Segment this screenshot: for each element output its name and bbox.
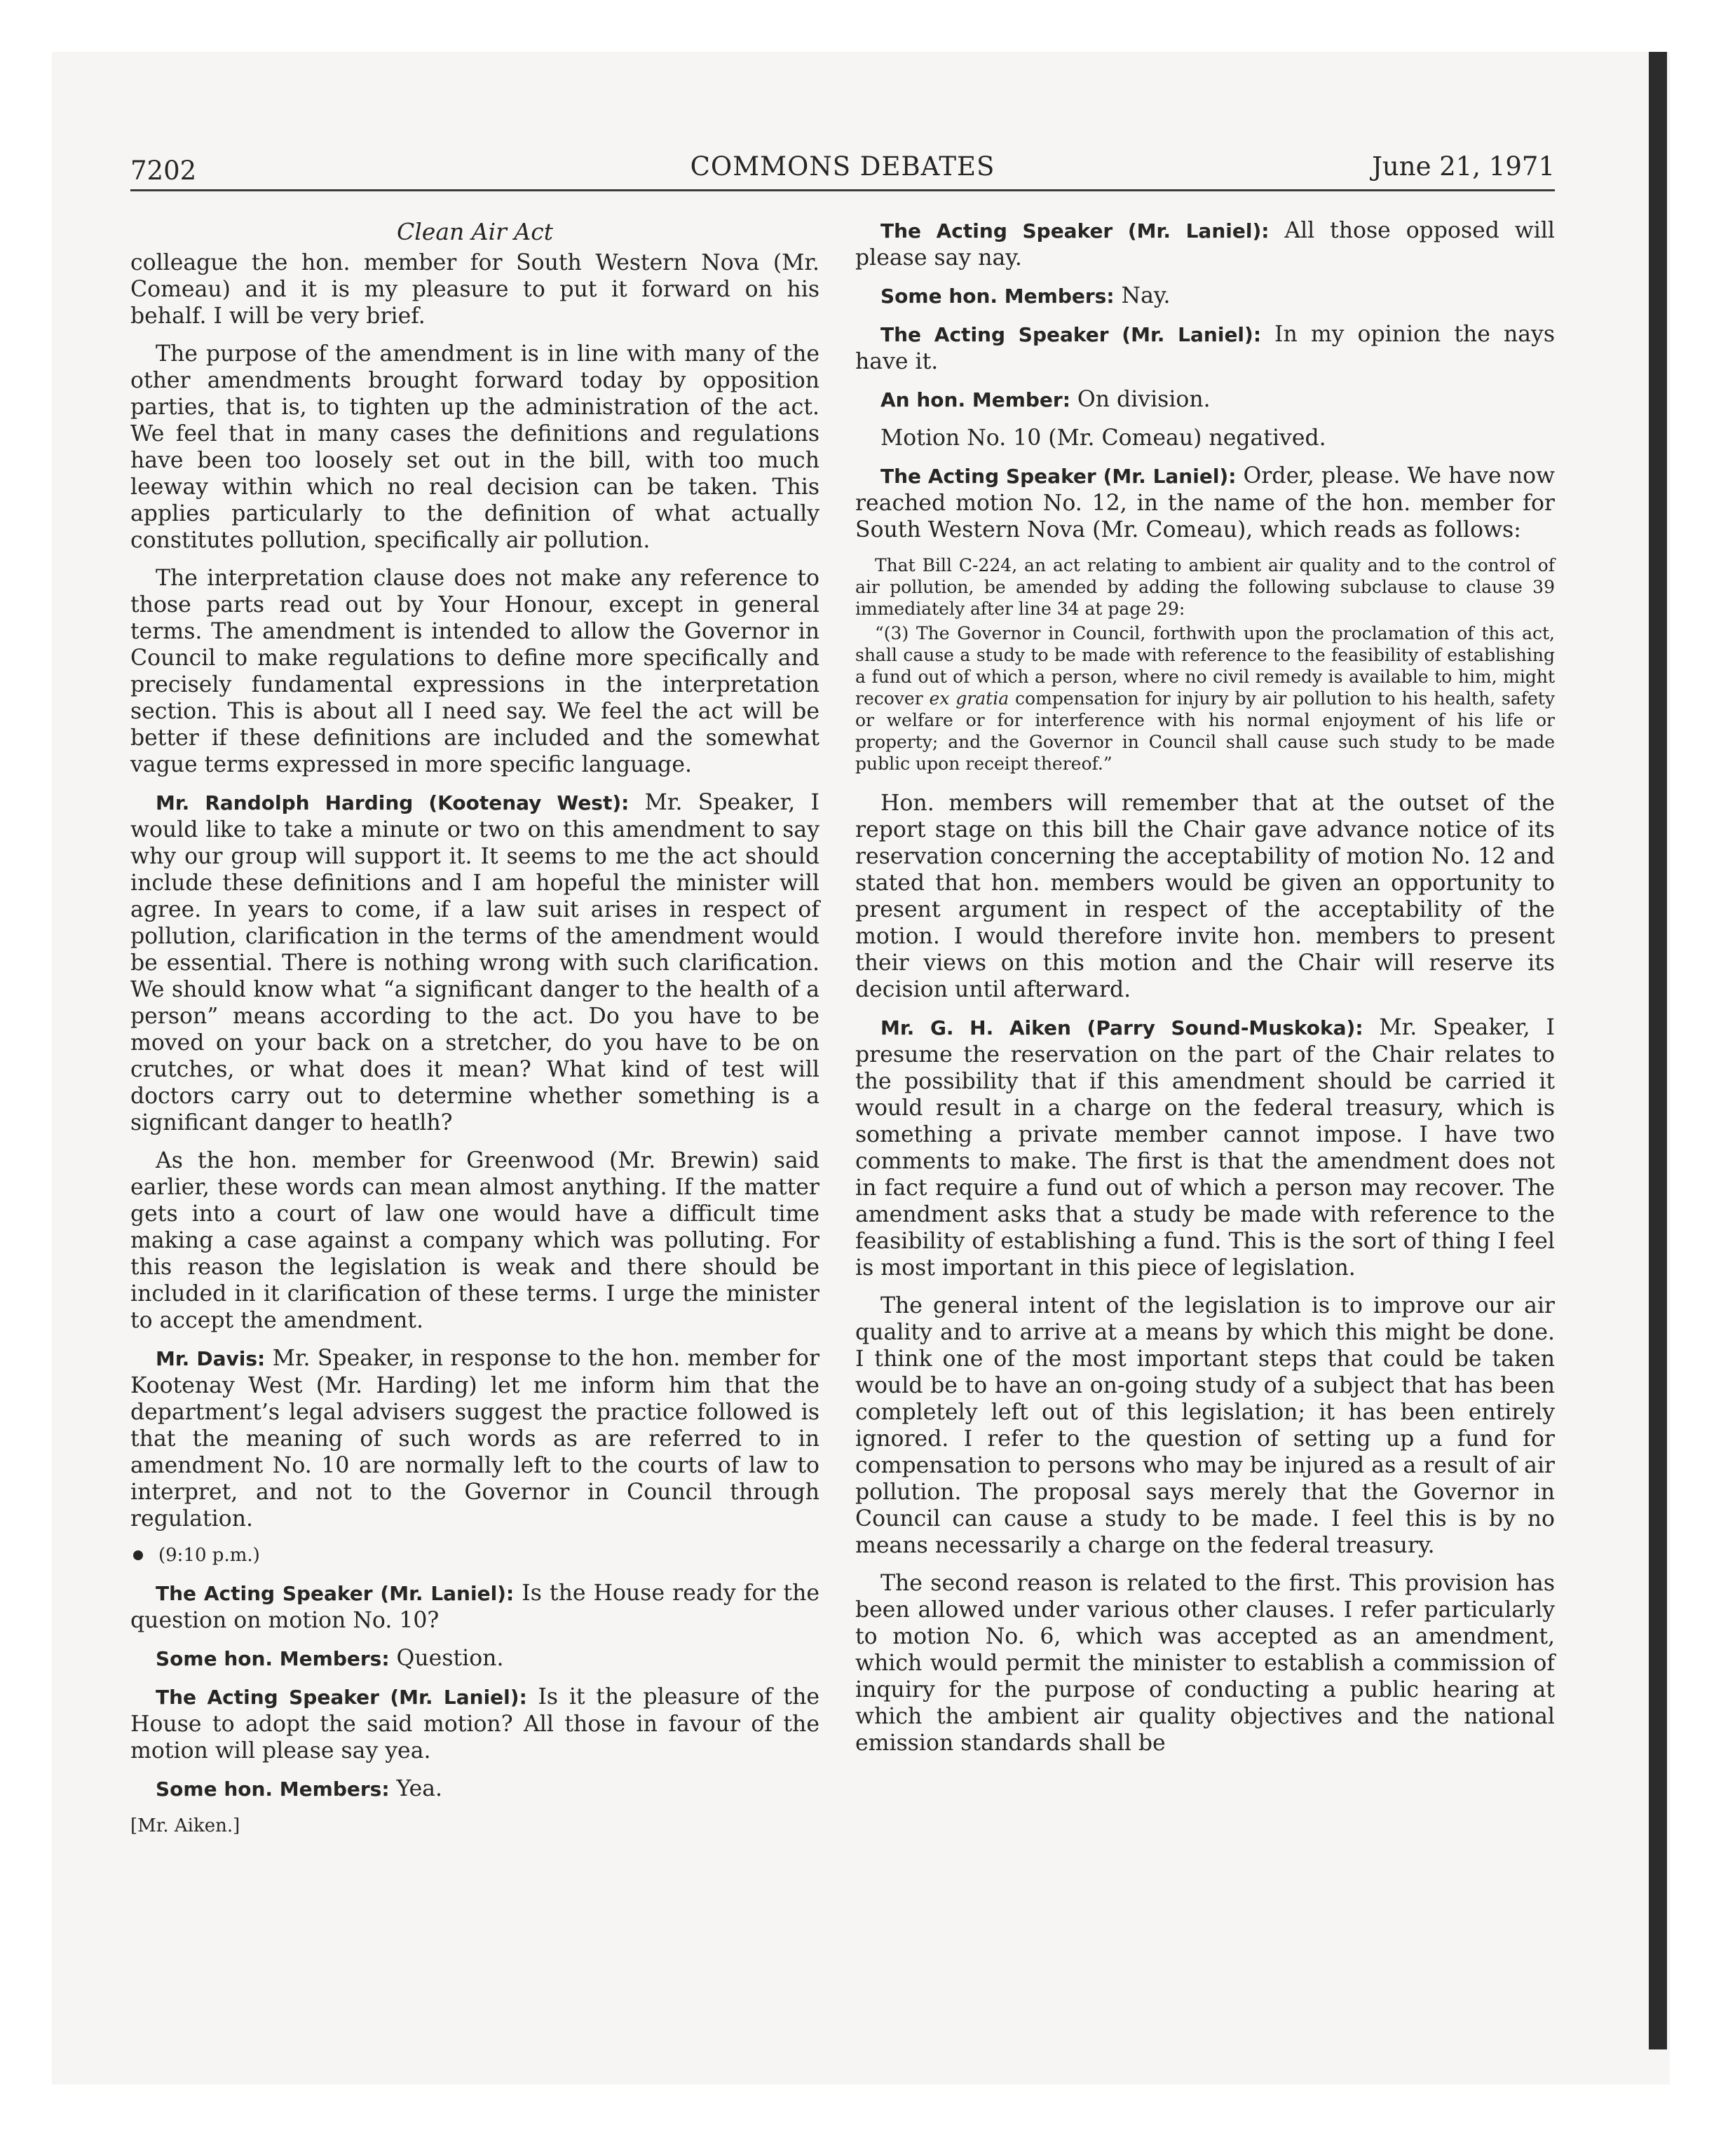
paragraph [130,341,819,554]
paragraph-text: Mr. Speaker, I presume the reservation on the part of the Chair relates to the possibility that if this amendment should be carried it would result in a charge on the federal treasury, which is something a private member cannot impose. I have two comments to make. The first is that the amendment does not in fact require a fund out of which a person may recover. The amendment asks that a study be made with reference to the feasibility of establishing a fund. This is the sort of thing I feel is most important in this piece of legislation. [855,1015,1555,1281]
speaker-name: The Acting Speaker (Mr. Laniel): [880,219,1270,243]
paragraph-text: colleague the hon. member for South Western Nova (Mr. Comeau) and it is my pleasure to put it forward on his behalf. I will be very brief. [130,250,819,329]
paragraph-text: Motion No. 10 (Mr. Comeau) negatived. [880,425,1326,451]
scan-edge-shadow [1649,52,1667,2049]
page-date: June 21, 1971 [1372,151,1555,182]
time-stamp-text: (9:10 p.m.) [158,1545,260,1566]
speaker-name: Some hon. Members: [156,1778,390,1801]
page-number: 7202 [130,156,197,186]
paragraph-text: On division. [1070,387,1211,412]
time-stamp [130,1543,819,1567]
speech-paragraph [855,463,1555,543]
paragraph [130,1147,819,1334]
paragraph [855,425,1555,451]
page-header [130,149,1555,191]
paragraph-text: The purpose of the amendment is in line with many of the other amendments brought forward today by opposition parties, that is, to tighten up the administration of the act. We feel that in many cases the definitions and regulations have been too loosely set out in the bill, with too much leeway within which no real decision can be taken. This applies particularly to the definition of what actually constitutes pollution, specifically air pollution. [130,341,819,553]
speech-paragraph [855,282,1555,310]
speech-paragraph [855,1014,1555,1281]
speaker-attribution: [Mr. Aiken.] [130,1815,240,1836]
paragraph [130,250,819,329]
paragraph-text: Mr. Speaker, I would like to take a minute or two on this amendment to say why our group will support it. It seems to me the act should include these definitions and I am hopeful the minister will agree. In years to come, if a law suit arises in respect of pollution, clarification in the terms of the amendment would be essential. There is nothing wrong with such clarification. We should know what “a significant danger to the health of a person” means according to the act. Do you have to be moved on your back on a stretcher, do you have to be on crutches, or what does it mean? What kind of test will doctors carry out to determine whether something is a significant danger to heatlh? [130,790,819,1135]
paragraph-text: Is it the pleasure of the House to adopt the said motion? All those in favour of the motion will please say yea. [130,1684,820,1763]
left-column [130,217,819,1838]
speaker-name: Mr. G. H. Aiken (Parry Sound-Muskoka): [880,1016,1363,1039]
paragraph [855,1570,1555,1756]
speech-paragraph [130,1345,819,1532]
speech-paragraph [855,386,1555,414]
speaker-name: Some hon. Members: [156,1647,390,1670]
speaker-name: The Acting Speaker (Mr. Laniel): [156,1686,527,1709]
motion-quote [855,554,1555,775]
paragraph [855,790,1555,1003]
speech-paragraph [130,1684,819,1764]
quote-paragraph [855,622,1555,775]
publication-title: COMMONS DEBATES [690,151,995,182]
paragraph-text: Is the House ready for the question on motion No. 10? [130,1581,820,1633]
paragraph-text: Hon. members will remember that at the outset of the report stage on this bill the Chair gave advance notice of its reservation concerning the acceptability of motion No. 12 and stated that hon. members would be given an opportunity to present argument in respect of the acceptability of the motion. I would therefore invite hon. members to present their views on this motion and the Chair will reserve its decision until afterward. [855,791,1555,1002]
quote-text: “(3) The Governor in Council, forthwith upon the proclamation of this act, shall cause a study to be made with reference to the feasibility of establishing a fund out of which a person, where no civil remedy is available to him, might recover [855,623,1555,709]
subject-heading: Clean Air Act [397,218,553,245]
paragraph-text: Question. [389,1646,504,1671]
speech-paragraph [855,321,1555,375]
paragraph-text: The general intent of the legislation is to improve our air quality and to arrive at a means by which this might be done. I think one of the most important steps that could be taken would be to have an on-going study of a subject that has been completely left out of this legislation; it has been entirely ignored. I refer to the question of setting up a fund for compensation to persons who may be injured as a result of air pollution. The proposal says merely that the Governor in Council can cause a study to be made. I feel this is by no means necessarily a charge on the federal treasury. [855,1293,1555,1558]
paragraph [855,1292,1555,1559]
speaker-name: The Acting Speaker (Mr. Laniel): [880,465,1237,488]
speech-paragraph [130,789,819,1136]
speaker-name: Some hon. Members: [880,285,1115,308]
paragraph-text: As the hon. member for Greenwood (Mr. Brewin) said earlier, these words can mean almost anything. If the matter gets into a court of law one would have a difficult time making a case against a company which was polluting. For this reason the legislation is weak and there should be included in it clarification of these terms. I urge the minister to accept the amendment. [130,1148,819,1333]
speaker-name: An hon. Member: [880,388,1070,411]
speech-paragraph [130,1580,819,1634]
speaker-name: Mr. Randolph Harding (Kootenay West): [156,791,630,814]
right-column [855,217,1555,1768]
paragraph-text: The second reason is related to the first. This provision has been allowed under various other clauses. I refer particularly to motion No. 6, which was accepted as an amendment, which would permit the minister to establish a commission of inquiry for the purpose of conducting a public hearing at which the ambient air quality objectives and the national emission standards shall be [855,1571,1555,1756]
paragraph-text: Mr. Speaker, in response to the hon. member for Kootenay West (Mr. Harding) let me inform him that the department’s legal advisers suggest the practice followed is that the meaning of such words as are referred to in amendment No. 10 are normally left to the courts of law to interpret, and not to the Governor in Council through regulation. [130,1346,819,1531]
speaker-name: The Acting Speaker (Mr. Laniel): [880,323,1262,346]
speech-paragraph [130,1775,819,1803]
quote-paragraph: That Bill C-224, an act relating to ambient air quality and to the control of air pollution, be amended by adding the following subclause to clause 39 immediately after line 34 at page 29: [855,555,1555,619]
paragraph-text: Nay. [1114,283,1171,308]
bullet-icon [133,1550,143,1560]
speaker-name: The Acting Speaker (Mr. Laniel): [156,1582,515,1605]
quote-text: compensation for injury by air pollution to his health, safety or welfare or for interference with his normal enjoyment of his life or property; and the Governor in Council shall cause such study to be made public upon receipt thereof.” [855,688,1555,774]
paragraph-text: The interpretation clause does not make any reference to those parts read out by Your Honour, except in general terms. The amendment is intended to allow the Governor in Council to make regulations to define more specifically and precisely fundamental expressions in the interpretation section. This is about all I need say. We feel the act will be better if these definitions are included and the somewhat vague terms expressed in more specific language. [130,566,819,777]
paragraph [130,565,819,778]
quote-italic-text: ex gratia [929,688,1009,709]
paragraph-text: Yea. [389,1776,443,1801]
paragraph-text: In my opinion the nays have it. [855,322,1555,374]
speech-paragraph [130,1645,819,1672]
paragraph-text: Order, please. We have now reached motion No. 12, in the name of the hon. member for South Western Nova (Mr. Comeau), which reads as follows: [855,463,1555,543]
paragraph-text: All those opposed will please say nay. [855,218,1555,271]
speaker-name: Mr. Davis: [156,1347,266,1370]
speech-paragraph [855,217,1555,271]
